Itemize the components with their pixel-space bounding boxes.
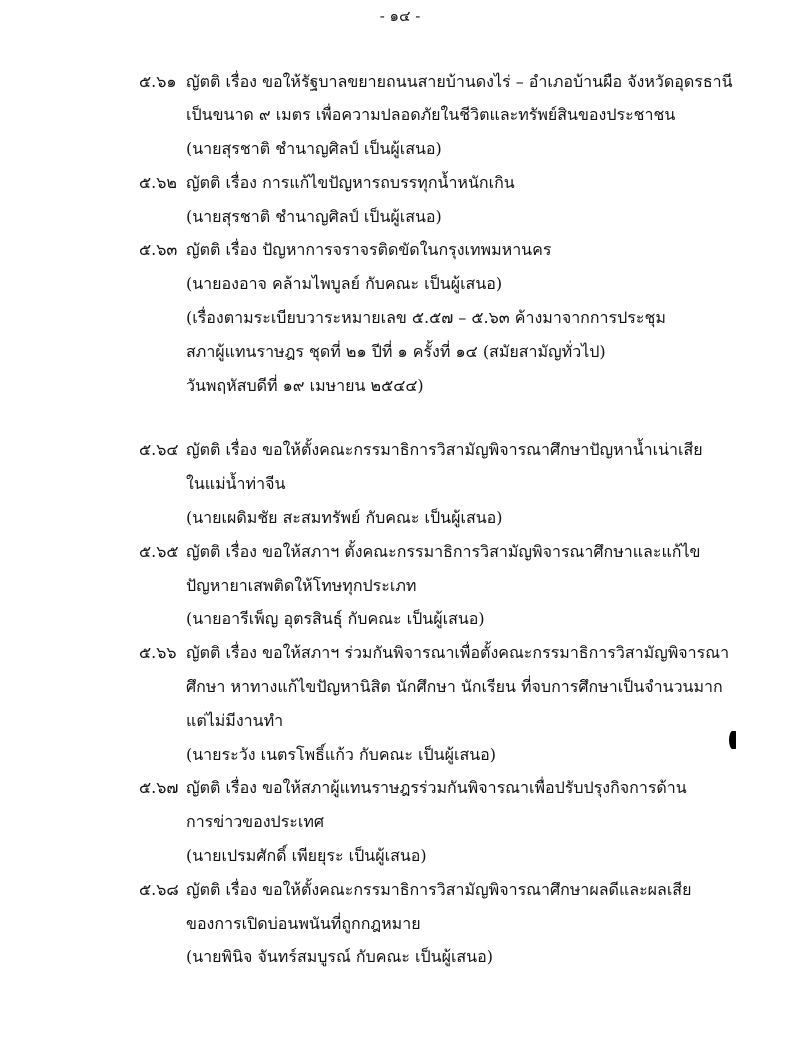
item-title-line: ญัตติ เรื่อง ขอให้ตั้งคณะกรรมาธิการวิสามัญพิจารณาศึกษาปัญหาน้ำเน่าเสีย	[186, 440, 703, 459]
item-title-line: ในแม่น้ำท่าจีน	[186, 474, 286, 493]
item-number: ๕.๖๖	[139, 643, 177, 662]
item-title-line: ญัตติ เรื่อง การแก้ไขปัญหารถบรรทุกน้ำหนักเกิน	[186, 173, 515, 192]
item-title-line: ญัตติ เรื่อง ขอให้ตั้งคณะกรรมาธิการวิสามัญพิจารณาศึกษาผลดีและผลเสีย	[186, 880, 692, 899]
item-proposer: (นายเผดิมชัย สะสมทรัพย์ กับคณะ เป็นผู้เสนอ)	[186, 508, 503, 527]
item-note-line: วันพฤหัสบดีที่ ๑๙ เมษายน ๒๕๔๔)	[186, 376, 424, 395]
item-title-line: แต่ไม่มีงานทำ	[186, 711, 284, 730]
page-number: - ๑๔ -	[379, 7, 421, 25]
item-title-line: ญัตติ เรื่อง ขอให้รัฐบาลขยายถนนสายบ้านดงไร่ – อำเภอบ้านผือ จังหวัดอุดรธานี	[186, 72, 733, 91]
item-title-line: ญัตติ เรื่อง ขอให้สภาฯ ตั้งคณะกรรมาธิการวิสามัญพิจารณาศึกษาและแก้ไข	[186, 542, 701, 561]
item-proposer: (นายสุรชาติ ชำนาญศิลป์ เป็นผู้เสนอ)	[186, 207, 442, 226]
item-proposer: (นายสุรชาติ ชำนาญศิลป์ เป็นผู้เสนอ)	[186, 139, 442, 158]
item-number: ๕.๖๑	[139, 72, 177, 91]
item-proposer: (นายอารีเพ็ญ อุตรสินธุ์ กับคณะ เป็นผู้เสนอ)	[186, 609, 485, 628]
item-title-line: การข่าวของประเทศ	[186, 812, 325, 831]
item-number: ๕.๖๔	[139, 440, 179, 459]
item-title-line: ปัญหายาเสพติดให้โทษทุกประเภท	[186, 576, 417, 595]
item-note-line: สภาผู้แทนราษฎร ชุดที่ ๒๑ ปีที่ ๑ ครั้งที่ ๑๔ (สมัยสามัญทั่วไป)	[186, 342, 606, 361]
item-proposer: (นายองอาจ คล้ามไพบูลย์ กับคณะ เป็นผู้เสนอ)	[186, 274, 503, 293]
scan-mark	[729, 731, 736, 749]
item-number: ๕.๖๓	[139, 240, 178, 259]
item-number: ๕.๖๗	[139, 778, 179, 797]
item-title-line: ญัตติ เรื่อง ขอให้สภาผู้แทนราษฎรร่วมกันพิจารณาเพื่อปรับปรุงกิจการด้าน	[186, 778, 687, 797]
item-title-line: ศึกษา หาทางแก้ไขปัญหานิสิต นักศึกษา นักเรียน ที่จบการศึกษาเป็นจำนวนมาก	[186, 677, 723, 696]
item-title-line: ญัตติ เรื่อง ปัญหาการจราจรติดขัดในกรุงเทพมหานคร	[186, 240, 552, 259]
item-title-line: ญัตติ เรื่อง ขอให้สภาฯ ร่วมกันพิจารณาเพื่อตั้งคณะกรรมาธิการวิสามัญพิจารณา	[186, 643, 730, 662]
item-number: ๕.๖๕	[139, 542, 179, 561]
item-note-line: (เรื่องตามระเบียบวาระหมายเลข ๕.๕๗ – ๕.๖๓ ค้างมาจากการประชุม	[186, 308, 666, 327]
item-proposer: (นายเปรมศักดิ์ เพียยุระ เป็นผู้เสนอ)	[186, 846, 427, 865]
item-proposer: (นายพินิจ จันทร์สมบูรณ์ กับคณะ เป็นผู้เสนอ)	[186, 947, 493, 966]
item-title-line: ของการเปิดบ่อนพนันที่ถูกกฎหมาย	[186, 914, 421, 933]
item-number: ๕.๖๒	[139, 173, 177, 192]
item-title-line: เป็นขนาด ๙ เมตร เพื่อความปลอดภัยในชีวิตและทรัพย์สินของประชาชน	[186, 105, 676, 124]
item-proposer: (นายระวัง เนตรโพธิ์แก้ว กับคณะ เป็นผู้เสนอ)	[186, 745, 497, 764]
item-number: ๕.๖๘	[139, 880, 179, 899]
